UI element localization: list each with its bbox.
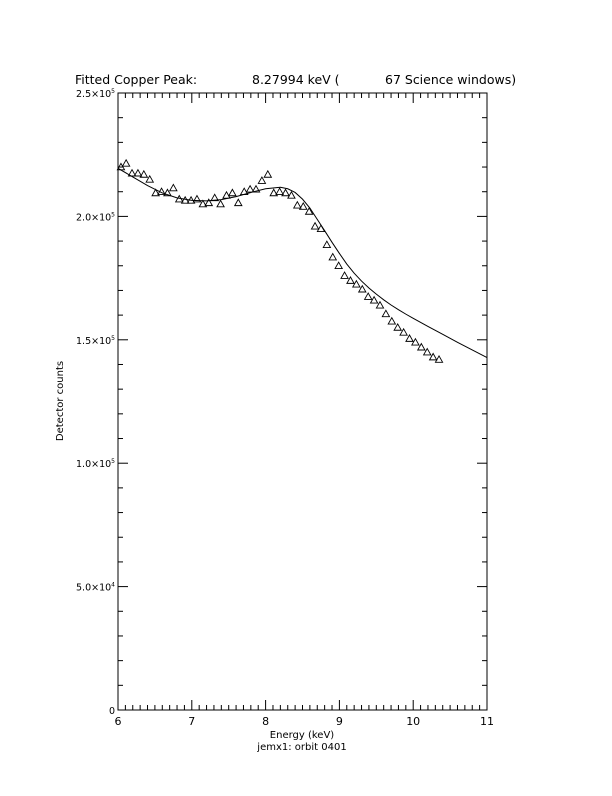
- chart-title-windows: 67 Science windows): [385, 72, 517, 87]
- x-tick-label: 10: [406, 715, 421, 728]
- y-tick-label: $1.0\times 10^5$: [76, 458, 115, 471]
- x-axis-label: Energy (keV): [269, 730, 335, 741]
- x-tick-label: 6: [114, 715, 122, 728]
- chart-title-energy: 8.27994 keV (: [252, 72, 340, 87]
- x-tick-label: 9: [335, 715, 343, 728]
- y-axis-label: Detector counts: [55, 360, 66, 442]
- y-tick-label: $5.0\times 10^4$: [76, 581, 115, 594]
- y-tick-label: $2.5\times 10^5$: [76, 88, 115, 100]
- y-tick-label: 0: [108, 706, 115, 717]
- chart-title-label: Fitted Copper Peak:: [75, 72, 198, 87]
- x-tick-label: 8: [262, 715, 270, 728]
- x-tick-label: 7: [188, 715, 196, 728]
- chart-subtitle: jemx1: orbit 0401: [257, 742, 347, 753]
- y-tick-label: $1.5\times 10^5$: [76, 334, 115, 347]
- y-tick-label: $2.0\times 10^5$: [76, 211, 115, 224]
- x-tick-label: 11: [480, 715, 494, 728]
